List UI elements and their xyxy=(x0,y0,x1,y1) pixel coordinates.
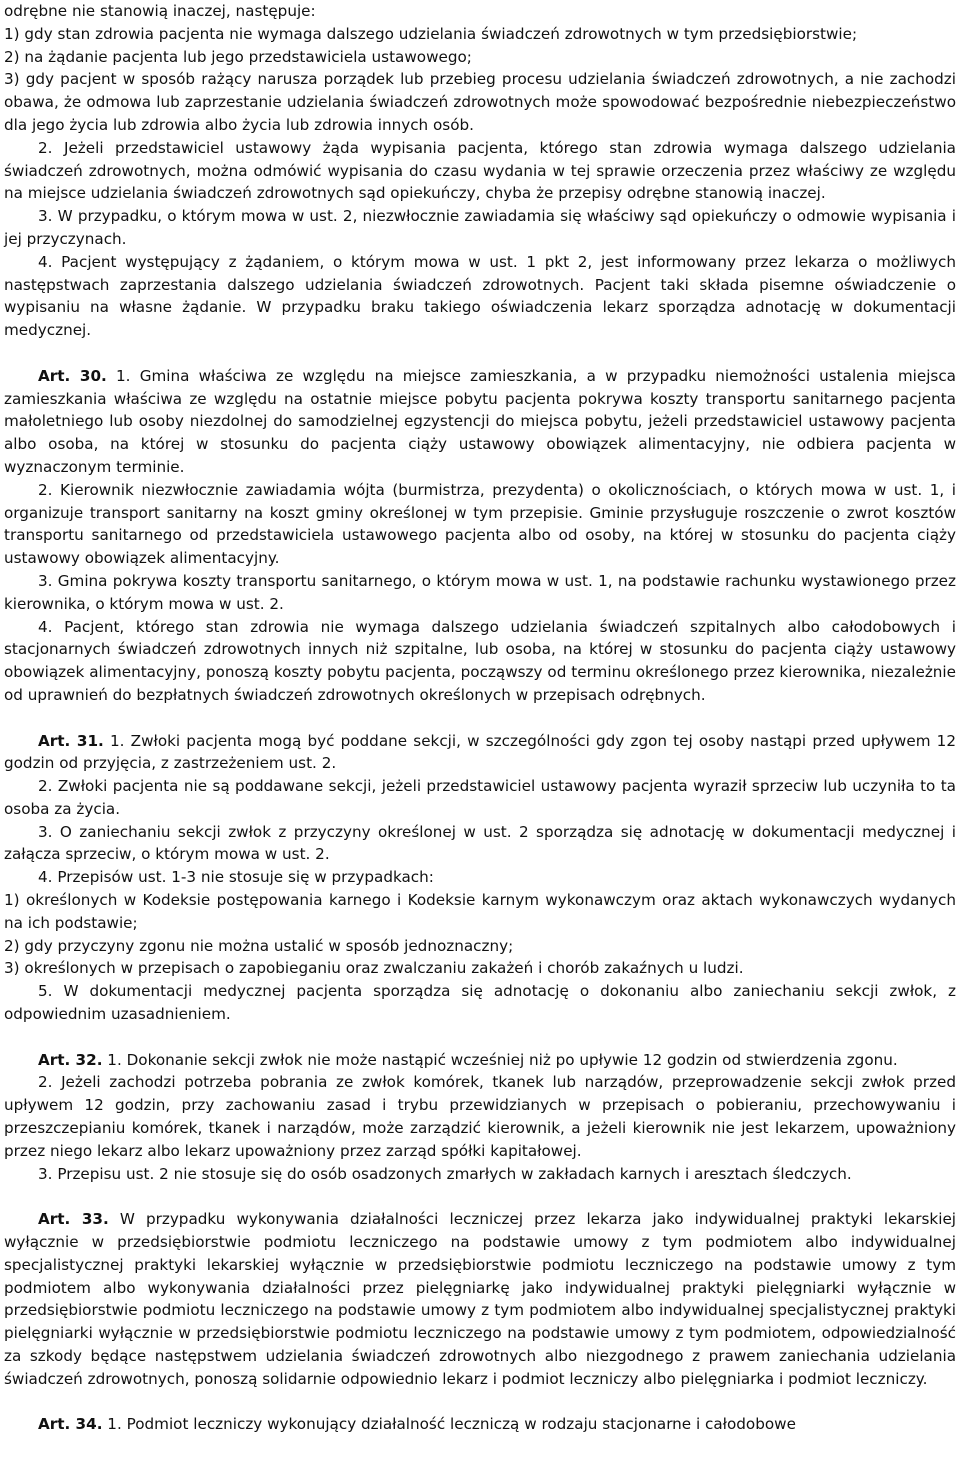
section-paragraph: 3. O zaniechaniu sekcji zwłok z przyczyny określonej w ust. 2 sporządza się adnotację w dokumentacji medycznej i załącza sprzeciw, o którym mowa w ust. 2. xyxy=(4,822,956,864)
list-point: 3) określonych w przepisach o zapobieganiu oraz zwalczaniu zakażeń i chorób zakaźnych u ludzi. xyxy=(4,959,744,978)
article-paragraph xyxy=(4,1413,956,1436)
section-paragraph: 3. W przypadku, o którym mowa w ust. 2, niezwłocznie zawiadamia się właściwy sąd opiekuńczy o odmowie wypisania i jej przyczynach. xyxy=(4,207,956,248)
article-text: 1. Podmiot leczniczy wykonujący działalność leczniczą w rodzaju stacjonarne i całodobowe xyxy=(102,1415,796,1434)
list-point: 1) określonych w Kodeksie postępowania karnego i Kodeksie karnym wykonawczym oraz aktach wykonawczych wydanych na ich podstawie; xyxy=(4,891,956,932)
article-paragraph xyxy=(4,1208,956,1390)
section-paragraph: 4. Pacjent występujący z żądaniem, o którym mowa w ust. 1 pkt 2, jest informowany przez lekarza o możliwych następstwach zaprzestania dalszego udzielania świadczeń zdrowotnych. Pacjent taki składa pisemne oświadczenie o wypisaniu na własne żądanie. W przypadku braku takiego oświadczenia lekarz sporządza adnotację w dokumentacji medycznej. xyxy=(4,252,956,340)
article-paragraph xyxy=(4,730,956,776)
article-text: W przypadku wykonywania działalności leczniczej przez lekarza jako indywidualnej praktyki lekarskiej wyłącznie w przedsiębiorstwie podmiotu leczniczego na podstawie umowy z tym podmiotem albo indywidualnej specjalistycznej praktyki lekarskiej wyłącznie w przedsiębiorstwie podmiotu leczniczego na podstawie umowy z tym podmiotem albo wykonywania działalności przez pielęgniarkę jako indywidualnej praktyki pielęgniarki wyłącznie w przedsiębiorstwie podmiotu leczniczego na podstawie umowy z tym podmiotem albo indywidualnej specjalistycznej praktyki pielęgniarki wyłącznie w przedsiębiorstwie podmiotu leczniczego na podstawie umowy z tym podmiotem, odpowiedzialność za szkody będące następstwem udzielania świadczeń zdrowotnych albo niezgodnego z prawem zaniechania udzielania świadczeń zdrowotnych, ponoszą solidarnie odpowiednio lekarz i podmiot leczniczy albo pielęgniarka i podmiot leczniczy. xyxy=(4,1210,957,1388)
section-paragraph: 4. Przepisów ust. 1-3 nie stosuje się w przypadkach: xyxy=(38,868,434,887)
section-paragraph: 5. W dokumentacji medycznej pacjenta sporządza się adnotację o dokonaniu albo zaniechaniu sekcji zwłok, z odpowiednim uzasadnieniem. xyxy=(4,982,956,1024)
list-point: odrębne nie stanowią inaczej, następuje: xyxy=(4,2,316,20)
list-point: 2) na żądanie pacjenta lub jego przedstawiciela ustawowego; xyxy=(4,47,472,66)
section-paragraph: 3. Przepisu ust. 2 nie stosuje się do osób osadzonych zmarłych w zakładach karnych i aresztach śledczych. xyxy=(38,1164,852,1183)
list-point: 3) gdy pacjent w sposób rażący narusza porządek lub przebieg procesu udzielania świadczeń zdrowotnych, a nie zachodzi obawa, że odmowa lub zaprzestanie udzielania świadczeń zdrowotnych może spowodować bezpośrednie niebezpieczeństwo dla jego życia lub zdrowia albo życia lub zdrowia innych osób. xyxy=(4,70,956,134)
article-text: 1. Dokonanie sekcji zwłok nie może nastąpić wcześniej niż po upływie 12 godzin od stwierdzenia zgonu. xyxy=(102,1050,898,1069)
section-paragraph: 4. Pacjent, którego stan zdrowia nie wymaga dalszego udzielania świadczeń szpitalnych albo całodobowych i stacjonarnych świadczeń zdrowotnych innych niż szpitalne, lub osoba, na której w stosunku do pacjenta ciąży ustawowy obowiązek alimentacyjny, ponoszą koszty pobytu pacjenta, począwszy od terminu określonego przez kierownika, niezależnie od uprawnień do bezpłatnych świadczeń zdrowotnych określonych w przepisach odrębnych. xyxy=(4,617,956,704)
article-text: 1. Gmina właściwa ze względu na miejsce zamieszkania, a w przypadku niemożności ustalenia miejsca zamieszkania właściwa ze względu na ostatnie miejsce pobytu pacjenta pokrywa koszty transportu sanitarnego pacjenta małoletniego lub osoby niezdolnej do samodzielnej egzystencji do miejsca pobytu, jeżeli przedstawiciel ustawowy pacjenta albo osoba, na której w stosunku do pacjenta ciąży ustawowy obowiązek alimentacyjny, nie odbiera pacjenta w wyznaczonym terminie. xyxy=(4,366,956,476)
list-point: 1) gdy stan zdrowia pacjenta nie wymaga dalszego udzielania świadczeń zdrowotnych w tym przedsiębiorstwie; xyxy=(4,24,858,43)
article-heading: Art. 34. xyxy=(38,1415,103,1434)
article-heading: Art. 30. xyxy=(38,366,107,385)
section-paragraph: 2. Kierownik niezwłocznie zawiadamia wójta (burmistrza, prezydenta) o okolicznościach, o których mowa w ust. 1, i organizuje transport sanitarny na koszt gminy określonej w tym przepisie. Gminie przysługuje roszczenie o zwrot kosztów transportu sanitarnego od przedstawiciela ustawowego pacjenta albo od osoby, na której w stosunku do pacjenta ciąży ustawowy obowiązek alimentacyjny. xyxy=(4,480,956,568)
section-paragraph: 3. Gmina pokrywa koszty transportu sanitarnego, o którym mowa w ust. 1, na podstawie rachunku wystawionego przez kierownika, o którym mowa w ust. 2. xyxy=(4,571,956,613)
section-paragraph: 2. Jeżeli przedstawiciel ustawowy żąda wypisania pacjenta, którego stan zdrowia wymaga dalszego udzielania świadczeń zdrowotnych, można odmówić wypisania do czasu wydania w tej sprawie orzeczenia przez właściwy ze względu na miejsce udzielania świadczeń zdrowotnych sąd opiekuńczy, chyba że przepisy odrębne stanowią inaczej. xyxy=(4,138,956,203)
article-heading: Art. 31. xyxy=(38,731,104,750)
article-heading: Art. 33. xyxy=(38,1210,109,1229)
list-point: 2) gdy przyczyny zgonu nie można ustalić w sposób jednoznaczny; xyxy=(4,936,514,955)
section-paragraph: 2. Zwłoki pacjenta nie są poddawane sekcji, jeżeli przedstawiciel ustawowy pacjenta wyraził sprzeciw lub uczyniła to ta osoba za życia. xyxy=(4,777,956,818)
article-text: 1. Zwłoki pacjenta mogą być poddane sekcji, w szczególności gdy zgon tej osoby nastąpi przed upływem 12 godzin od przyjęcia, z zastrzeżeniem ust. 2. xyxy=(4,731,956,773)
section-paragraph: 2. Jeżeli zachodzi potrzeba pobrania ze zwłok komórek, tkanek lub narządów, przeprowadzenie sekcji zwłok przed upływem 12 godzin, przy zachowaniu zasad i trybu przewidzianych w przepisach o pobieraniu, przechowywaniu i przeszczepianiu komórek, tkanek i narządów, może zarządzić kierownik, a jeżeli kierownik nie jest lekarzem, upoważniony przez niego lekarz albo lekarz upoważniony przez zarząd spółki kapitałowej. xyxy=(4,1073,956,1160)
article-paragraph xyxy=(4,1049,956,1072)
article-paragraph xyxy=(4,365,956,479)
article-heading: Art. 32. xyxy=(38,1050,103,1069)
